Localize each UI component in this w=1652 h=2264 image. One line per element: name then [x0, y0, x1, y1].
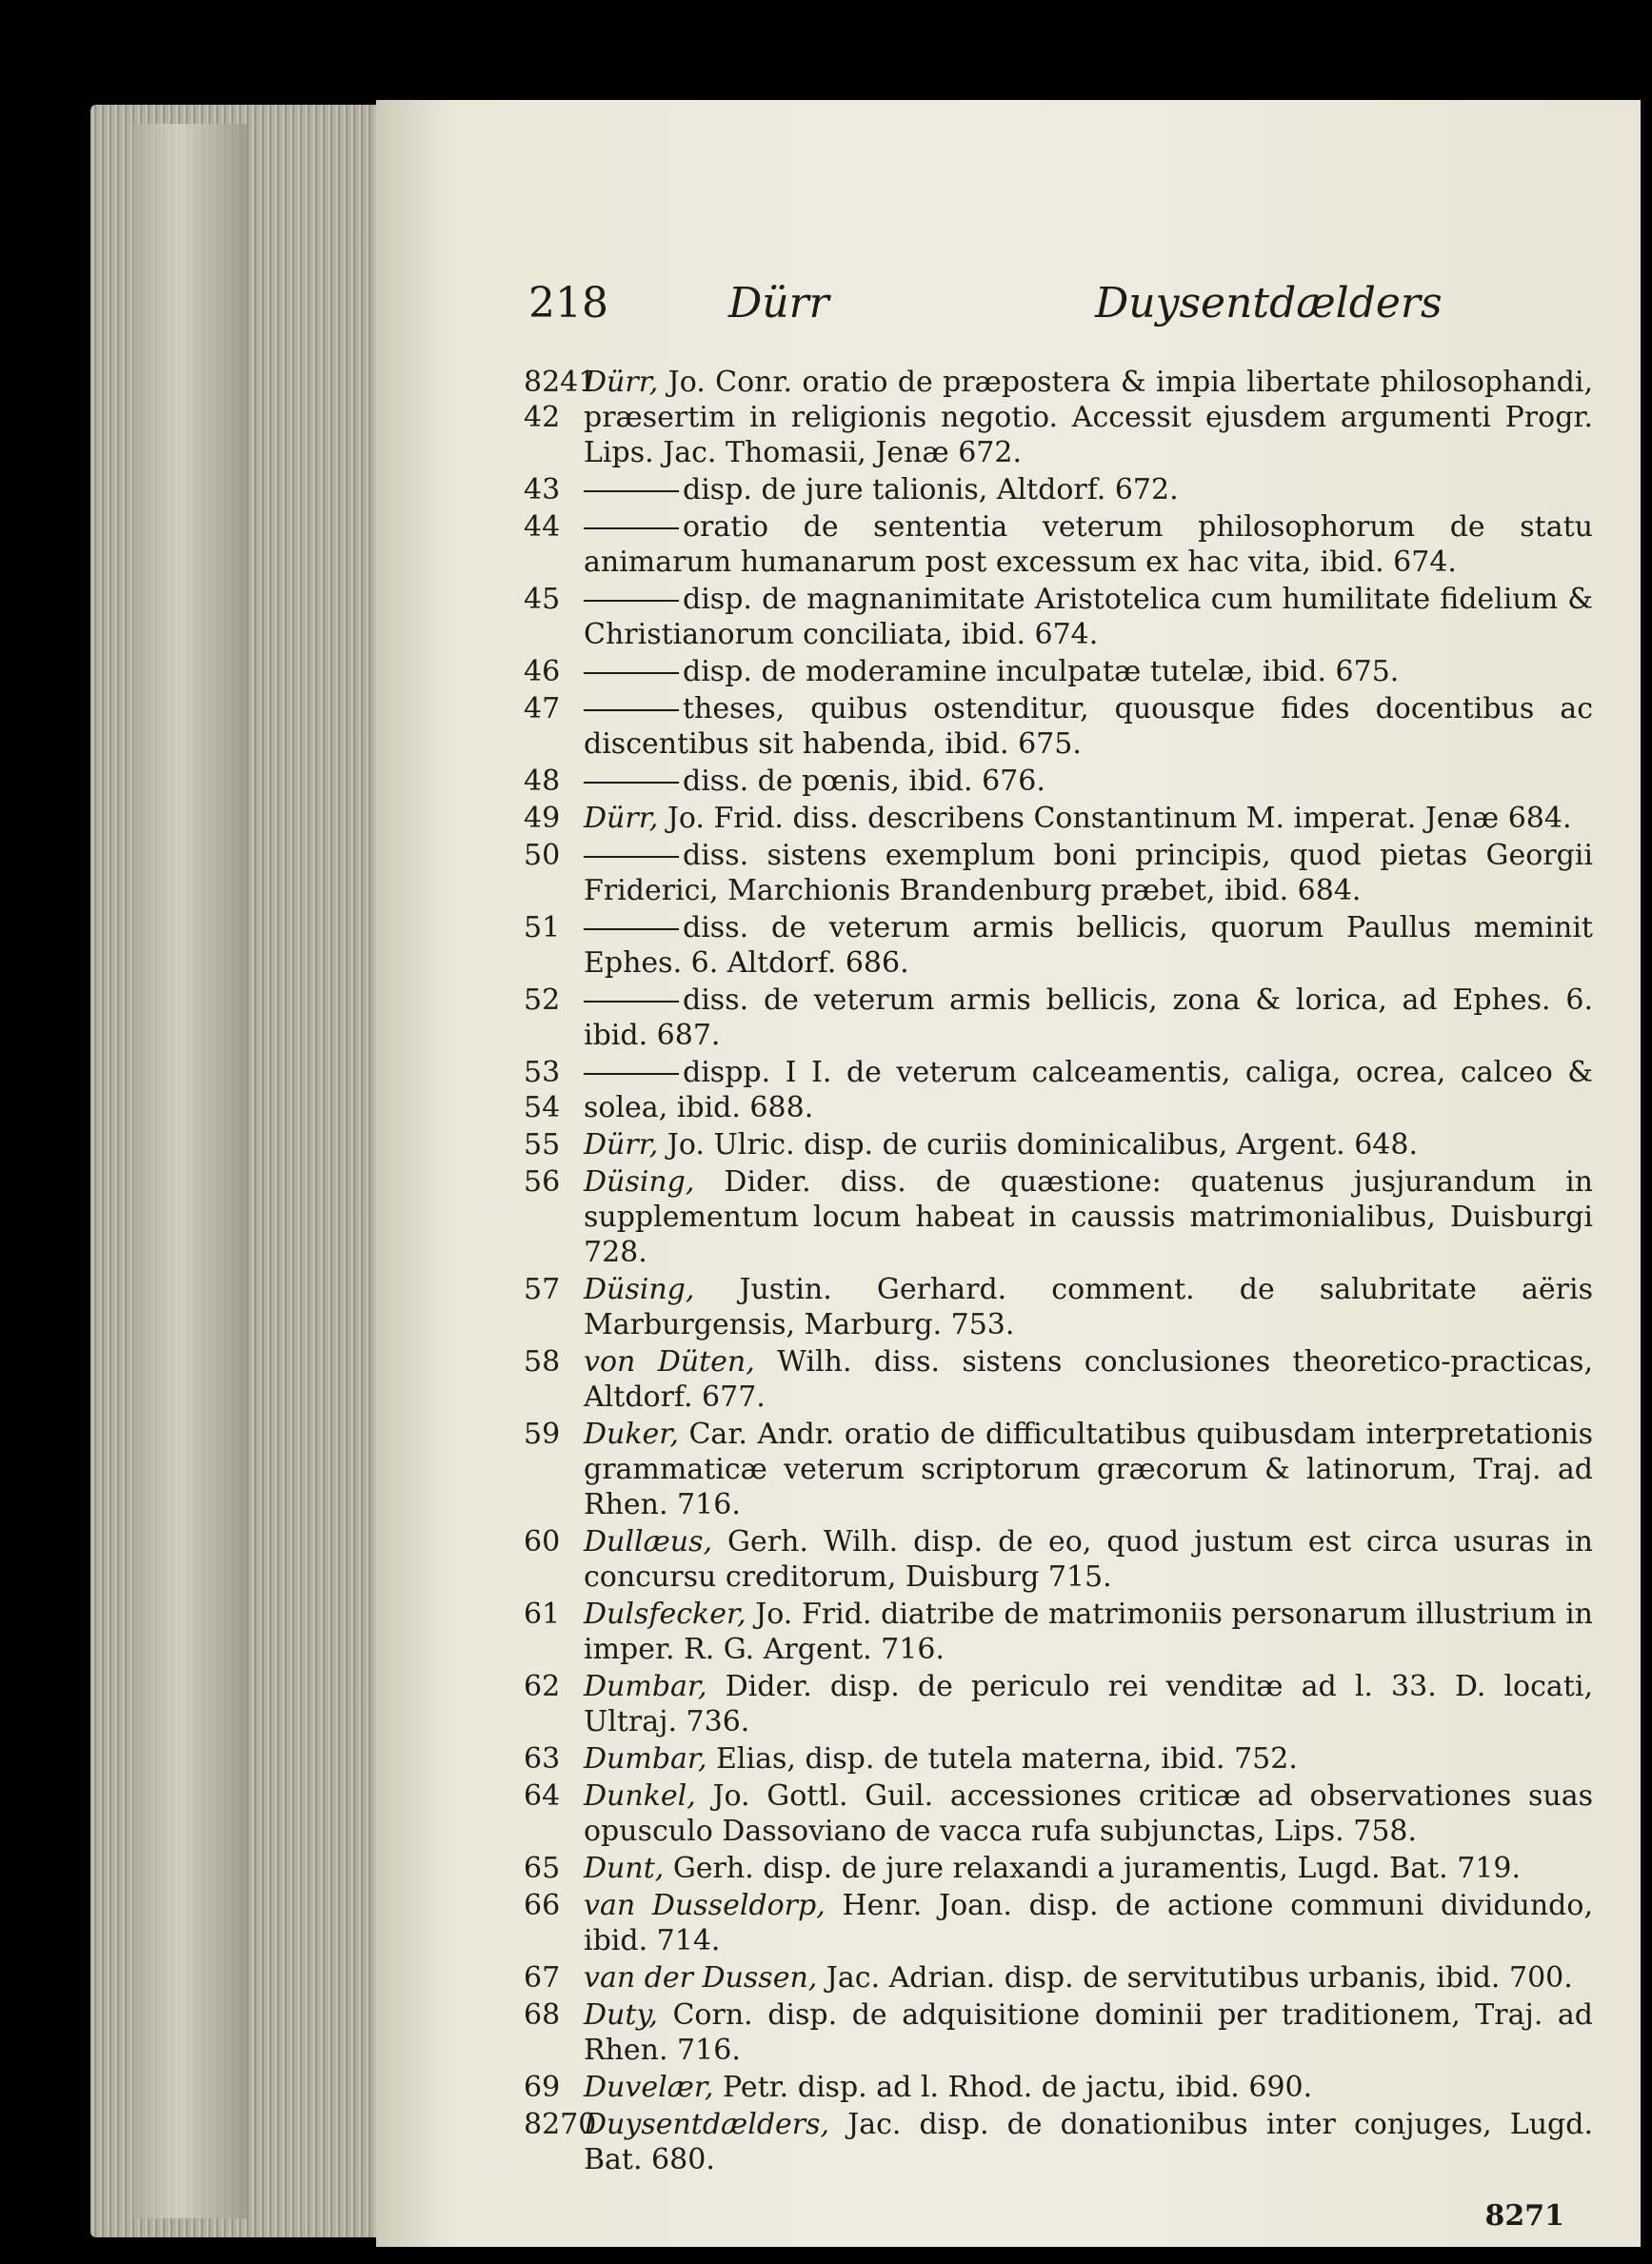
entry-text [584, 1597, 1593, 1667]
entry-text [584, 654, 1593, 689]
entry-number: 63 [524, 1742, 561, 1776]
entry-number: 64 [524, 1779, 561, 1813]
catchword: 8271 [1484, 2199, 1564, 2233]
running-head [376, 279, 1641, 336]
entry-text [584, 838, 1593, 908]
ditto-dash [584, 928, 679, 930]
entry-text [584, 983, 1593, 1053]
entry-text [584, 2070, 1593, 2105]
list-item [376, 472, 1641, 507]
entry-text [584, 764, 1593, 799]
entry-body: disp. de jure talionis, Altdorf. 672. [683, 473, 1179, 506]
entry-author: Dunkel, [584, 1779, 696, 1813]
list-item [376, 910, 1641, 981]
list-item [376, 1669, 1641, 1739]
entry-author: van der Dussen, [584, 1961, 818, 1995]
entry-body: Corn. disp. de adquisitione dominii per traditionem, Traj. ad Rhen. 716. [584, 1998, 1593, 2067]
list-item [376, 838, 1641, 908]
ditto-dash [584, 1001, 679, 1003]
entry-body: Jo. Gottl. Guil. accessiones criticæ ad observationes suas opusculo Dassoviano de vacca rufa subjunctas, Lips. 758. [584, 1779, 1593, 1848]
entry-number: 50 [524, 839, 561, 872]
entry-number: 45 [524, 583, 561, 616]
entry-body: Car. Andr. oratio de difficultatibus quibusdam interpretationis grammaticæ veterum scriptorum græcorum & latinorum, Traj. ad Rhen. 716. [584, 1418, 1593, 1521]
entry-author: Dunt, [584, 1852, 665, 1885]
entry-body: Dider. diss. de quæstione: quatenus jusjurandum in supplementum locum habeat in caussis matrimonialibus, Duisburgi 728. [584, 1165, 1593, 1269]
entry-number: 62 [524, 1670, 561, 1703]
list-item [376, 1344, 1641, 1415]
entry-body: diss. de veterum armis bellicis, quorum Paullus meminit Ephes. 6. Altdorf. 686. [584, 911, 1593, 980]
page-number: 218 [528, 279, 608, 328]
entry-text [584, 365, 1593, 470]
list-item [376, 509, 1641, 580]
list-item [376, 654, 1641, 689]
entry-text [584, 472, 1593, 507]
list-item [376, 2070, 1641, 2105]
ditto-dash [584, 600, 679, 602]
entry-number: 52 [524, 983, 561, 1017]
entry-body: Elias, disp. de tutela materna, ibid. 752. [707, 1742, 1298, 1776]
entry-list [376, 365, 1641, 2179]
entry-number: 67 [524, 1961, 561, 1995]
running-head-right: Duysentdælders [1095, 279, 1443, 328]
entry-body: diss. sistens exemplum boni principis, quod pietas Georgii Friderici, Marchionis Brandenburg præbet, ibid. 684. [584, 839, 1593, 907]
entry-number: 69 [524, 2071, 561, 2104]
entry-text [584, 1851, 1593, 1886]
entry-author: Dumbar, [584, 1670, 707, 1703]
entry-body: Jac. Adrian. disp. de servitutibus urbanis, ibid. 700. [817, 1961, 1573, 1995]
entry-number: 44 [524, 510, 561, 544]
entry-number: 46 [524, 655, 561, 688]
entry-text [584, 1997, 1593, 2068]
list-item [376, 1272, 1641, 1342]
entry-text [584, 2107, 1593, 2177]
entry-number: 57 [524, 1273, 561, 1306]
entry-text [584, 1417, 1593, 1522]
entry-body: Jo. Frid. diatribe de matrimoniis personarum illustrium in imper. R. G. Argent. 716. [584, 1598, 1593, 1666]
list-item [376, 983, 1641, 1053]
entry-body: Dider. disp. de periculo rei venditæ ad l. 33. D. locati, Ultraj. 736. [584, 1670, 1593, 1738]
entry-body: Petr. disp. ad l. Rhod. de jactu, ibid. 690. [713, 2071, 1313, 2104]
entry-author: Duty, [584, 1998, 658, 2032]
ditto-dash [584, 856, 679, 858]
entry-body: Gerh. Wilh. disp. de eo, quod justum est circa usuras in concursu creditorum, Duisburg 715. [584, 1525, 1593, 1594]
entry-text [584, 1524, 1593, 1595]
list-item [376, 1127, 1641, 1162]
entry-text [584, 801, 1593, 836]
list-item [376, 1778, 1641, 1849]
entry-body: Wilh. diss. sistens conclusiones theoretico-practicas, Altdorf. 677. [584, 1345, 1593, 1414]
list-item [376, 1164, 1641, 1270]
entry-author: Dürr, [584, 1128, 659, 1162]
book-page [376, 100, 1641, 2247]
entry-number: 59 [524, 1418, 561, 1451]
entry-body: Jo. Frid. diss. describens Constantinum M. imperat. Jenæ 684. [658, 802, 1572, 835]
entry-text [584, 1272, 1593, 1342]
entry-number: 60 [524, 1525, 561, 1559]
entry-author: Duvelær, [584, 2071, 714, 2104]
entry-body: Jo. Ulric. disp. de curiis dominicalibus, Argent. 648. [658, 1128, 1419, 1162]
entry-text [584, 1055, 1593, 1125]
entry-text [584, 1888, 1593, 1958]
entry-number: 55 [524, 1128, 561, 1162]
entry-body: diss. de pœnis, ibid. 676. [683, 765, 1045, 798]
entry-number: 56 [524, 1165, 561, 1199]
entry-number: 48 [524, 765, 561, 798]
list-item [376, 1597, 1641, 1667]
entry-author: von Düten, [584, 1345, 755, 1379]
entry-author: Dulsfecker, [584, 1598, 746, 1631]
entry-body: Jac. disp. de donationibus inter conjuges, Lugd. Bat. 680. [584, 2108, 1593, 2176]
entry-number: 61 [524, 1598, 561, 1631]
entry-body: theses, quibus ostenditur, quousque fides docentibus ac discentibus sit habenda, ibid. 675. [584, 692, 1593, 761]
ditto-dash [584, 490, 679, 492]
list-item [376, 2107, 1641, 2177]
entry-author: van Dusseldorp, [584, 1889, 826, 1922]
entry-body: dispp. I I. de veterum calceamentis, caliga, ocrea, calceo & solea, ibid. 688. [584, 1056, 1593, 1124]
entry-text [584, 1778, 1593, 1849]
entry-number: 43 [524, 473, 561, 506]
ditto-dash [584, 709, 679, 711]
entry-number: 47 [524, 692, 561, 725]
entry-author: Dürr, [584, 802, 659, 835]
entry-text [584, 910, 1593, 981]
ditto-dash [584, 672, 679, 674]
list-item [376, 1851, 1641, 1886]
list-item [376, 801, 1641, 836]
list-item [376, 1524, 1641, 1595]
ditto-dash [584, 782, 679, 784]
entry-text [584, 1127, 1593, 1162]
running-head-left: Dürr [728, 279, 829, 328]
entry-number: 8270 [524, 2108, 597, 2141]
ditto-dash [584, 1073, 679, 1075]
ditto-dash [584, 527, 679, 529]
entry-author: Dullæus, [584, 1525, 713, 1559]
list-item [376, 1888, 1641, 1958]
entry-body: disp. de moderamine inculpatæ tutelæ, ibid. 675. [683, 655, 1400, 688]
entry-number: 58 [524, 1345, 561, 1379]
entry-author: Duysentdælders, [584, 2108, 830, 2141]
entry-text [584, 582, 1593, 652]
entry-text [584, 1669, 1593, 1739]
entry-text [584, 1741, 1593, 1777]
entry-author: Düsing, [584, 1273, 695, 1306]
entry-text [584, 509, 1593, 580]
entry-number: 53 54 [524, 1056, 561, 1124]
list-item [376, 1741, 1641, 1777]
entry-body: Henr. Joan. disp. de actione communi dividundo, ibid. 714. [584, 1889, 1593, 1957]
entry-author: Dumbar, [584, 1742, 707, 1776]
entry-author: Dürr, [584, 366, 659, 399]
entry-text [584, 1344, 1593, 1415]
entry-number: 66 [524, 1889, 561, 1922]
book-spine [133, 124, 248, 2218]
entry-number: 8241 42 [524, 366, 597, 434]
entry-body: diss. de veterum armis bellicis, zona & lorica, ad Ephes. 6. ibid. 687. [584, 983, 1593, 1052]
entry-body: Jo. Conr. oratio de præpostera & impia libertate philosophandi, præsertim in religionis negotio. Accessit ejusdem argumenti Progr. Lips. Jac. Thomasii, Jenæ 672. [584, 366, 1593, 469]
entry-number: 65 [524, 1852, 561, 1885]
entry-author: Duker, [584, 1418, 679, 1451]
list-item [376, 1055, 1641, 1125]
entry-text [584, 1960, 1593, 1996]
list-item [376, 1997, 1641, 2068]
list-item [376, 1960, 1641, 1996]
entry-text [584, 1164, 1593, 1270]
entry-author: Düsing, [584, 1165, 695, 1199]
entry-body: Justin. Gerhard. comment. de salubritate aëris Marburgensis, Marburg. 753. [584, 1273, 1593, 1341]
entry-body: oratio de sententia veterum philosophorum de statu animarum humanarum post excessum ex hac vita, ibid. 674. [584, 510, 1593, 579]
list-item [376, 1417, 1641, 1522]
list-item [376, 582, 1641, 652]
entry-number: 51 [524, 911, 561, 944]
list-item [376, 365, 1641, 470]
entry-number: 68 [524, 1998, 561, 2032]
list-item [376, 764, 1641, 799]
list-item [376, 691, 1641, 762]
entry-body: Gerh. disp. de jure relaxandi a juramentis, Lugd. Bat. 719. [664, 1852, 1522, 1885]
entry-number: 49 [524, 802, 561, 835]
entry-text [584, 691, 1593, 762]
entry-body: disp. de magnanimitate Aristotelica cum humilitate fidelium & Christianorum conciliata, ibid. 674. [584, 583, 1593, 651]
